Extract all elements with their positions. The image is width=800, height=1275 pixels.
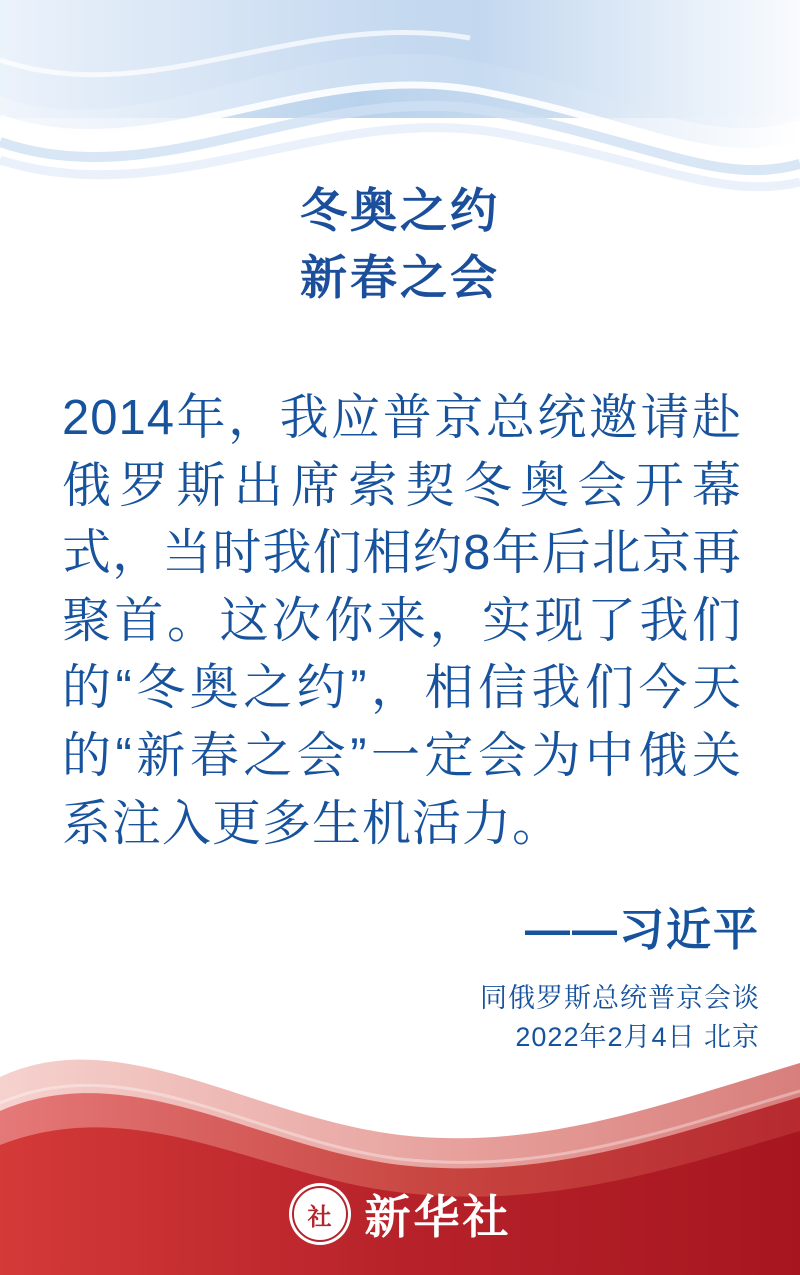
agency-name: 新华社 bbox=[364, 1192, 512, 1243]
headline-line-1: 冬奥之约 bbox=[300, 184, 500, 237]
xinhua-emblem-icon bbox=[289, 1183, 351, 1245]
headline-line-2: 新春之会 bbox=[300, 250, 500, 304]
quote-text: 2014年，我应普京总统邀请赴俄罗斯出席索契冬奥会开幕式，当时我们相约8年后北京再聚首。这次你来，实现了我们的“冬奥之约”，相信我们今天的“新春之会”一定会为中俄关系注入更多生机活力。 bbox=[62, 391, 742, 851]
poster-headline bbox=[0, 178, 800, 311]
agency-logo bbox=[0, 1181, 800, 1247]
meta-date-place: 2022年2月4日 北京 bbox=[515, 1021, 760, 1052]
xinhua-emblem-glyph: 社 bbox=[292, 1186, 348, 1242]
quote-author: ——习近平 bbox=[524, 904, 760, 955]
meta-occasion: 同俄罗斯总统普京会谈 bbox=[480, 982, 760, 1013]
